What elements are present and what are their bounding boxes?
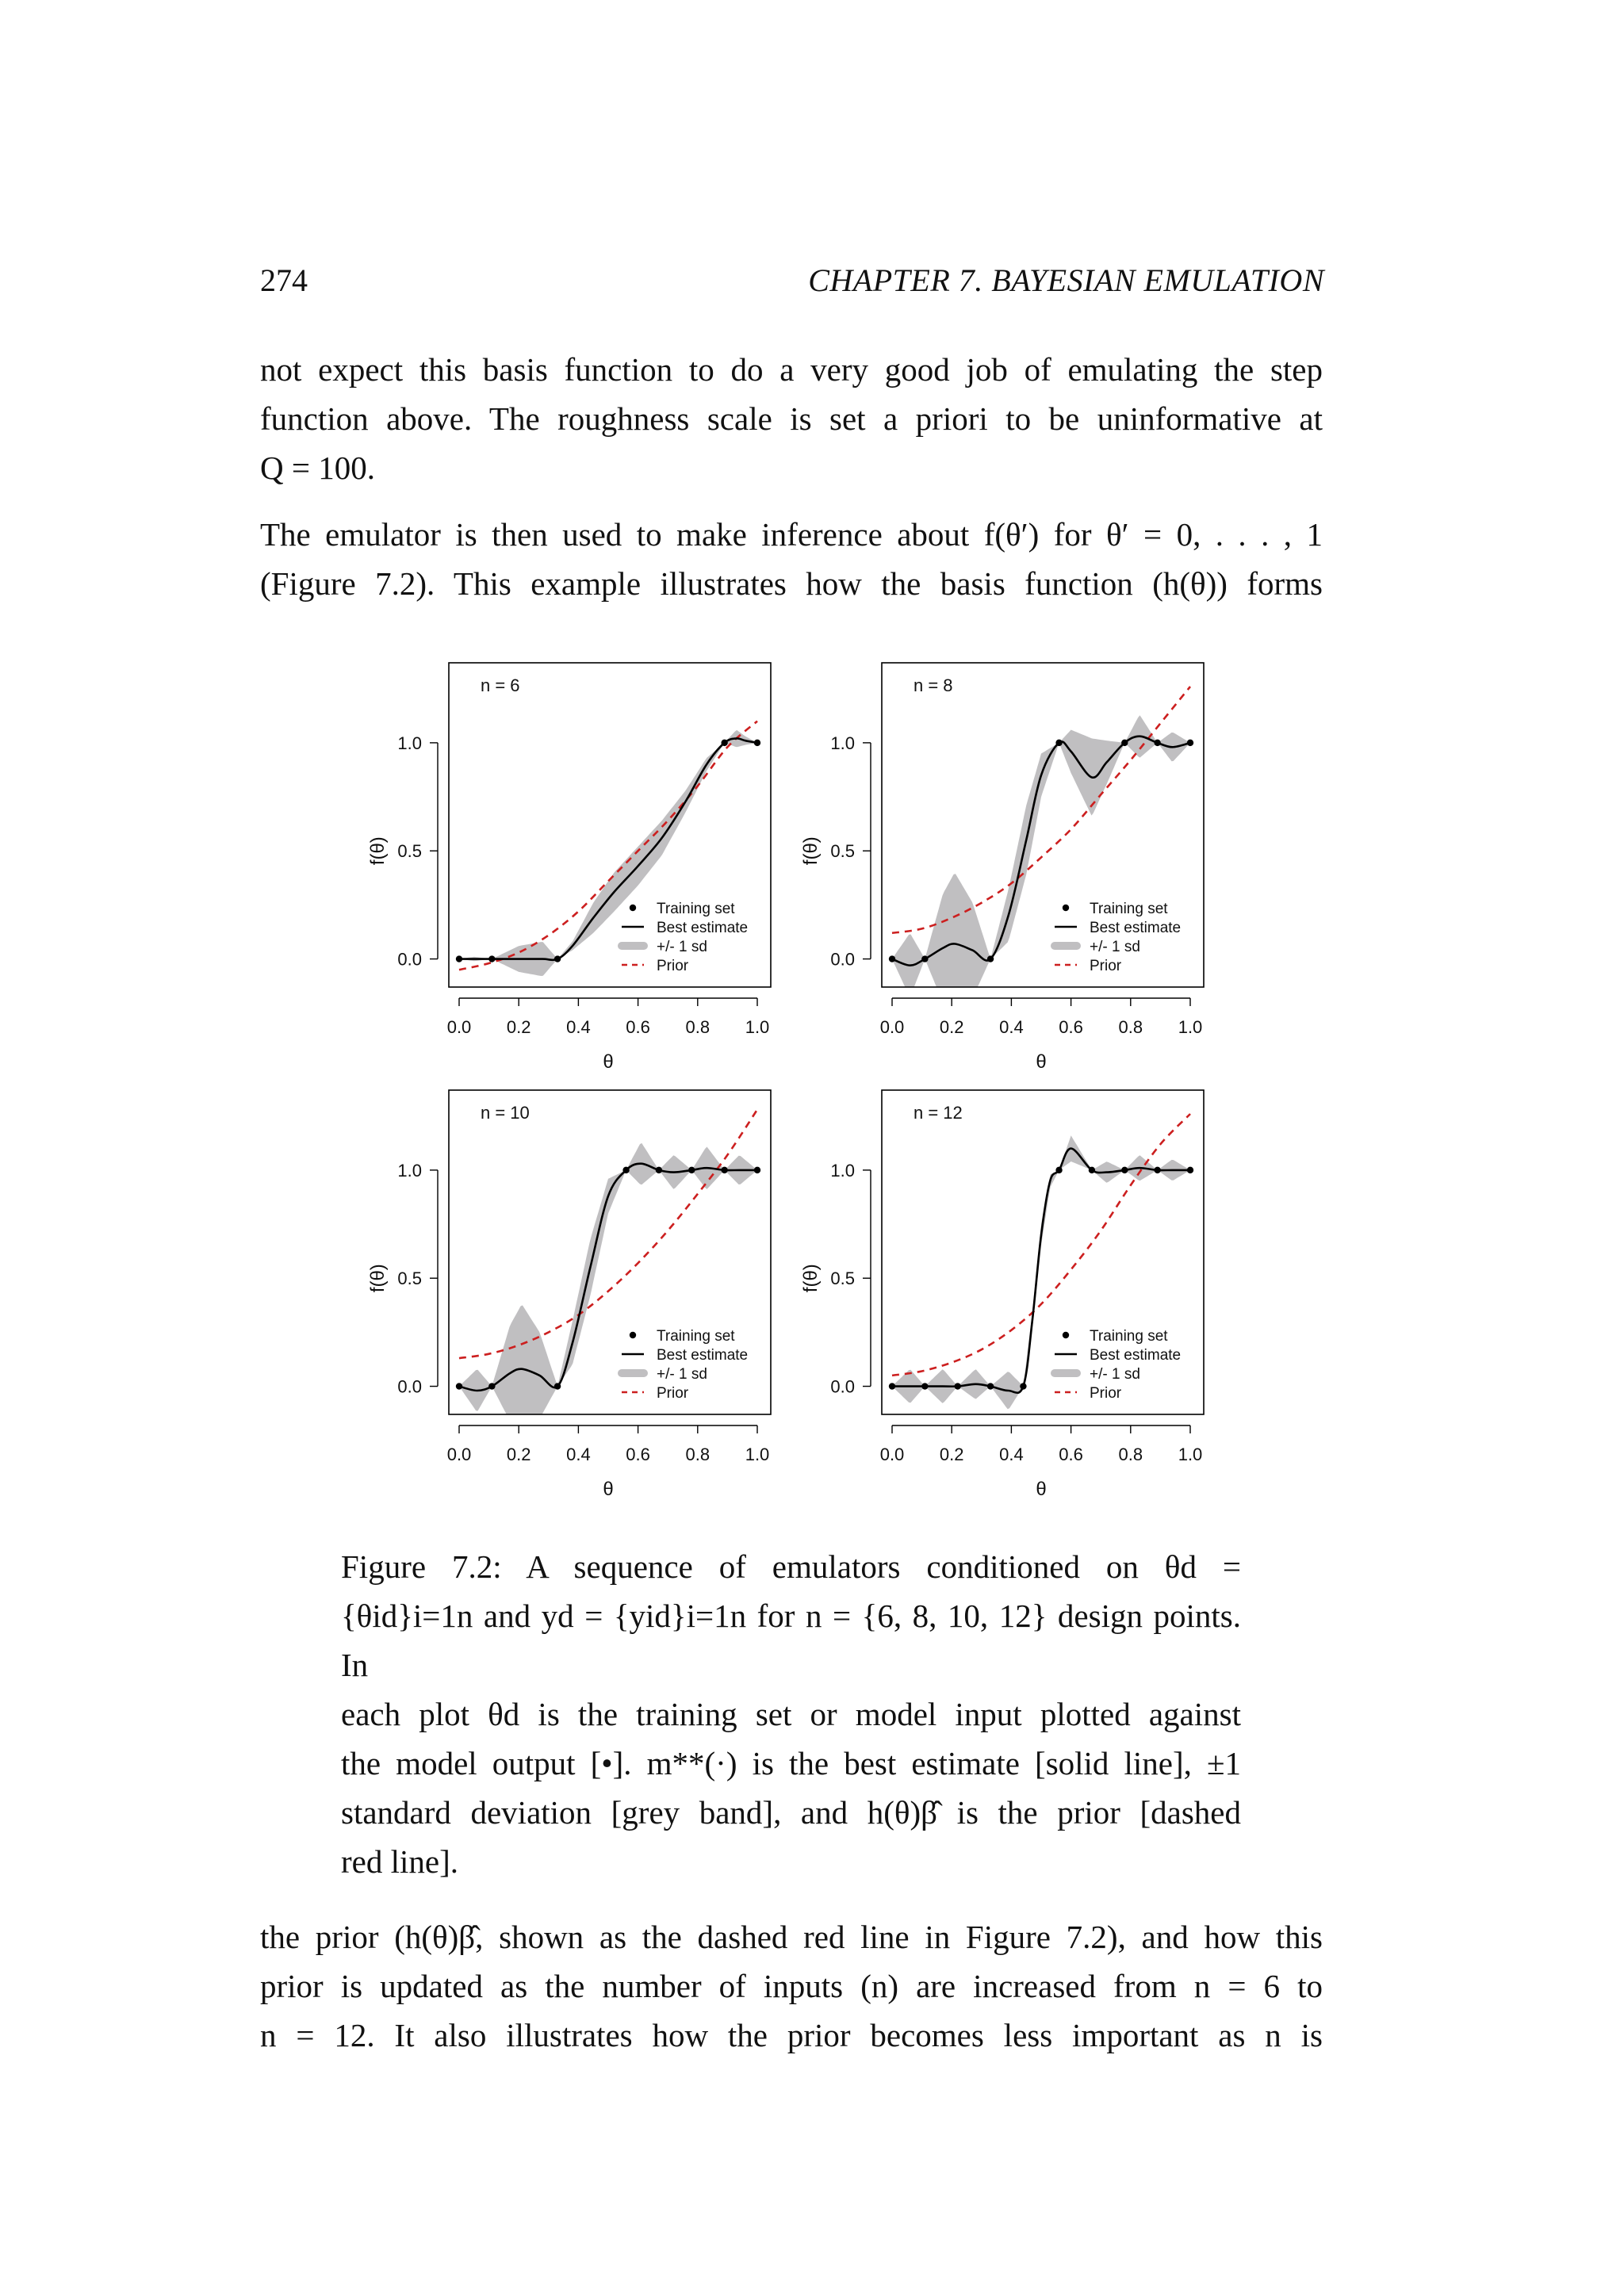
panel-plot-area xyxy=(889,1114,1193,1409)
y-axis-label: f(θ) xyxy=(367,1264,389,1293)
emulator-panel-4 xyxy=(800,1090,1204,1500)
legend-label: Training set xyxy=(657,901,735,917)
caption-line: {θid}i=1n and yd = {yid}i=1n for n = {6, 8, 10, 12} design points. In xyxy=(341,1598,1241,1683)
y-tick-label: 0.0 xyxy=(830,1376,855,1397)
y-tick-label: 0.5 xyxy=(397,841,422,862)
y-tick-label: 0.0 xyxy=(830,949,855,970)
training-point xyxy=(622,1167,629,1173)
x-tick-label: 0.2 xyxy=(506,1017,531,1037)
legend-label: Best estimate xyxy=(1090,920,1182,936)
training-point xyxy=(754,740,760,746)
x-tick-label: 0.8 xyxy=(1118,1017,1143,1037)
panel-title: n = 10 xyxy=(481,1103,530,1123)
legend-label: Best estimate xyxy=(657,920,749,936)
text-line: n = 12. It also illustrates how the prior becomes less important as n is xyxy=(260,2017,1323,2053)
panel-plot-area xyxy=(889,687,1193,1015)
x-tick-label: 0.0 xyxy=(446,1445,472,1464)
y-axis-label: f(θ) xyxy=(800,1264,822,1293)
x-tick-label: 0.8 xyxy=(685,1017,710,1037)
text-line: prior is updated as the number of inputs (n) are increased from n = 6 to xyxy=(260,1968,1323,2004)
legend-label: Best estimate xyxy=(657,1347,749,1364)
emulator-panel-1 xyxy=(367,663,771,1073)
training-point xyxy=(1020,1383,1026,1389)
x-axis-label: θ xyxy=(1036,1479,1047,1500)
plot-frame xyxy=(449,663,771,987)
text-line: (Figure 7.2). This example illustrates how the basis function (h(θ)) forms xyxy=(260,565,1323,602)
x-tick-label: 0.8 xyxy=(1118,1445,1143,1464)
text-line: not expect this basis function to do a very good job of emulating the step xyxy=(260,351,1323,388)
legend-label: Training set xyxy=(1090,1328,1168,1345)
y-tick-label: 0.5 xyxy=(830,1269,855,1289)
training-point xyxy=(721,740,727,746)
x-tick-label: 0.2 xyxy=(939,1445,964,1464)
training-point xyxy=(656,1167,662,1173)
y-axis-label: f(θ) xyxy=(367,836,389,866)
text-line: the prior (h(θ)β̂, shown as the dashed red line in Figure 7.2), and how this xyxy=(260,1919,1323,1955)
x-axis-label: θ xyxy=(603,1051,614,1073)
legend-label: Training set xyxy=(1090,901,1168,917)
caption-line: the model output [•]. m**(·) is the best estimate [solid line], ±1 xyxy=(341,1745,1241,1781)
training-point xyxy=(987,1383,994,1389)
y-axis-label: f(θ) xyxy=(800,836,822,866)
x-tick-label: 1.0 xyxy=(1178,1017,1203,1037)
training-point xyxy=(488,955,495,962)
training-point xyxy=(889,1383,895,1389)
legend-label: +/- 1 sd xyxy=(1090,1366,1140,1383)
training-point xyxy=(721,1167,727,1173)
figure-caption xyxy=(341,1542,1241,1886)
training-point xyxy=(1055,740,1062,746)
text-line: The emulator is then used to make inference about f(θ′) for θ′ = 0, . . . , 1 xyxy=(260,516,1323,553)
plot-frame xyxy=(449,1090,771,1414)
x-tick-label: 1.0 xyxy=(745,1445,770,1464)
x-tick-label: 0.8 xyxy=(685,1445,710,1464)
x-tick-label: 0.6 xyxy=(1059,1017,1083,1037)
training-point xyxy=(1089,1167,1095,1173)
training-point xyxy=(1187,740,1193,746)
x-tick-label: 0.4 xyxy=(566,1445,591,1464)
training-point xyxy=(921,955,928,962)
caption-line: standard deviation [grey band], and h(θ)β̂ is the prior [dashed xyxy=(341,1794,1241,1831)
paragraph-3 xyxy=(260,1912,1323,2060)
legend-label: +/- 1 sd xyxy=(657,1366,707,1383)
panel-plot-area xyxy=(456,721,760,976)
training-point xyxy=(1154,740,1160,746)
legend-dot xyxy=(630,1332,636,1338)
sd-band xyxy=(459,1143,757,1433)
x-tick-label: 1.0 xyxy=(745,1017,770,1037)
text-line: Q = 100. xyxy=(260,450,375,486)
sd-band xyxy=(892,715,1190,1014)
y-tick-label: 1.0 xyxy=(397,733,422,753)
plot-frame xyxy=(882,663,1204,987)
legend-label: +/- 1 sd xyxy=(657,939,707,955)
training-point xyxy=(921,1383,928,1389)
page-number: 274 xyxy=(260,262,308,298)
training-point xyxy=(554,955,561,962)
legend-label: Training set xyxy=(657,1328,735,1345)
caption-line: Figure 7.2: A sequence of emulators conditioned on θd = xyxy=(341,1548,1241,1585)
x-tick-label: 0.2 xyxy=(939,1017,964,1037)
text-line: function above. The roughness scale is set a priori to be uninformative at xyxy=(260,400,1323,437)
training-point xyxy=(1154,1167,1160,1173)
legend-label: Prior xyxy=(1090,1385,1122,1402)
training-point xyxy=(955,1383,961,1389)
x-tick-label: 1.0 xyxy=(1178,1445,1203,1464)
training-point xyxy=(554,1383,561,1389)
x-tick-label: 0.4 xyxy=(999,1017,1024,1037)
training-point xyxy=(488,1383,495,1389)
x-tick-label: 0.6 xyxy=(626,1017,650,1037)
training-point xyxy=(456,1383,462,1389)
legend-label: Prior xyxy=(657,958,689,974)
x-tick-label: 0.6 xyxy=(626,1445,650,1464)
legend-label: Prior xyxy=(1090,958,1122,974)
x-tick-label: 0.6 xyxy=(1059,1445,1083,1464)
y-tick-label: 1.0 xyxy=(397,1160,422,1181)
caption-line: each plot θd is the training set or model input plotted against xyxy=(341,1696,1241,1732)
prior-line xyxy=(892,687,1190,933)
training-point xyxy=(1187,1167,1193,1173)
sd-band xyxy=(892,1135,1190,1409)
training-point xyxy=(889,955,895,962)
x-tick-label: 0.0 xyxy=(879,1445,905,1464)
y-tick-label: 0.0 xyxy=(397,1376,422,1397)
x-tick-label: 0.0 xyxy=(446,1017,472,1037)
training-point xyxy=(754,1167,760,1173)
panel-title: n = 8 xyxy=(914,675,953,695)
x-tick-label: 0.0 xyxy=(879,1017,905,1037)
y-tick-label: 1.0 xyxy=(830,1160,855,1181)
x-tick-label: 0.4 xyxy=(566,1017,591,1037)
running-header: CHAPTER 7. BAYESIAN EMULATION xyxy=(808,262,1324,298)
training-point xyxy=(1121,740,1128,746)
training-point xyxy=(1055,1167,1062,1173)
legend-label: +/- 1 sd xyxy=(1090,939,1140,955)
x-axis-label: θ xyxy=(1036,1051,1047,1073)
y-tick-label: 0.5 xyxy=(830,841,855,862)
training-point xyxy=(456,955,462,962)
y-tick-label: 0.5 xyxy=(397,1269,422,1289)
plot-frame xyxy=(882,1090,1204,1414)
training-point xyxy=(688,1167,695,1173)
prior-line xyxy=(459,1110,757,1359)
caption-line: red line]. xyxy=(341,1843,458,1880)
x-tick-label: 0.4 xyxy=(999,1445,1024,1464)
legend-dot xyxy=(630,905,636,911)
panel-title: n = 6 xyxy=(481,675,520,695)
training-point xyxy=(1121,1167,1128,1173)
y-tick-label: 1.0 xyxy=(830,733,855,753)
x-axis-label: θ xyxy=(603,1479,614,1500)
training-point xyxy=(987,955,994,962)
panel-title: n = 12 xyxy=(914,1103,963,1123)
legend-dot xyxy=(1063,905,1069,911)
emulator-panel-2 xyxy=(800,663,1204,1073)
legend-label: Best estimate xyxy=(1090,1347,1182,1364)
emulator-panel-3 xyxy=(367,1090,771,1500)
x-tick-label: 0.2 xyxy=(506,1445,531,1464)
y-tick-label: 0.0 xyxy=(397,949,422,970)
legend-dot xyxy=(1063,1332,1069,1338)
legend-label: Prior xyxy=(657,1385,689,1402)
panel-plot-area xyxy=(456,1110,760,1433)
